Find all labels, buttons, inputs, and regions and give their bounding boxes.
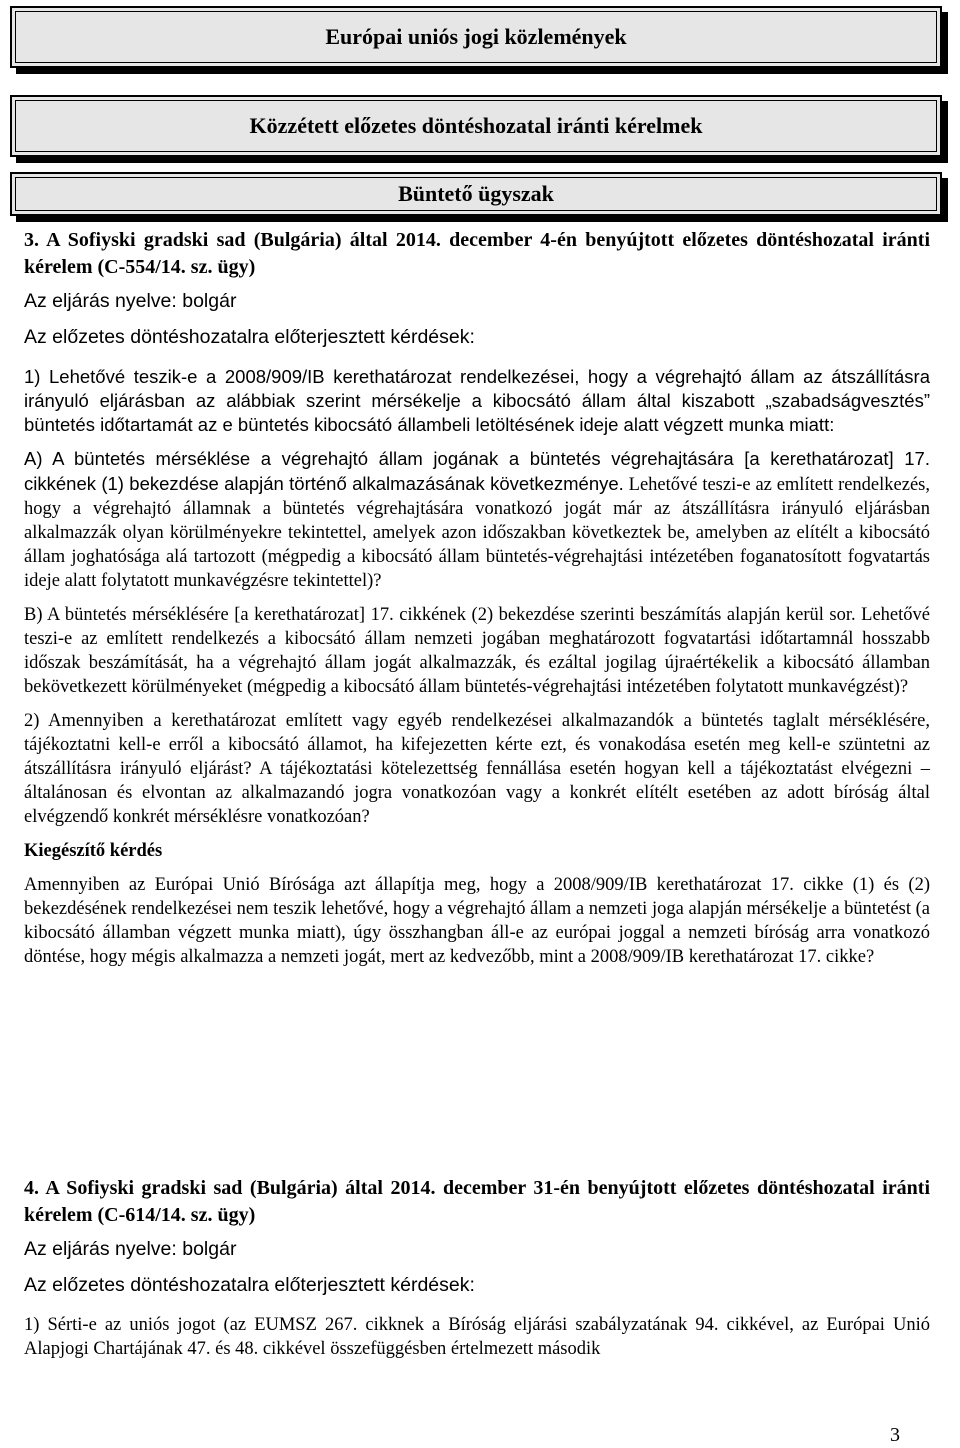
- case-3-question-a-part-1: A) A büntetés mérséklése a végrehajtó állam jogának a büntetés végrehajtására [a kerethatározat] 17. cikkének (1) bekezdése alapján történő alkalmazásának következménye.: [24, 448, 930, 494]
- case-3-question-a: [24, 447, 930, 593]
- section-title: Közzétett előzetes döntéshozatal iránti kérelmek: [249, 113, 703, 138]
- case-3-supplementary-heading: Kiegészítő kérdés: [24, 841, 163, 861]
- page-number: 3: [890, 1424, 900, 1446]
- case-4-questions-heading: Az előzetes döntéshozatalra előterjesztett kérdések:: [24, 1274, 475, 1296]
- case-3-supplementary-question: Amennyiben az Európai Unió Bírósága azt állapítja meg, hogy a 2008/909/IB kerethatározat 17. cikke (1) és (2) bekezdésének rendelkezései nem teszik lehetővé, hogy a végrehajtó állam a nemzeti joga alapján mérsékelje a büntetést (a kibocsátó államban végzett munka miatt), úgy összhangban áll-e az európai joggal a nemzeti bíróság arra vonatkozó döntése, hogy mégis alkalmazza a nemzeti jogát, mert az kedvezőbb, mint a 2008/909/IB kerethatározat 17. cikke?: [24, 875, 930, 967]
- case-3-questions-heading: Az előzetes döntéshozatalra előterjesztett kérdések:: [24, 326, 475, 348]
- case-4-section: [24, 1175, 930, 1361]
- case-4-question-1: 1) Sérti-e az uniós jogot (az EUMSZ 267. cikknek a Bíróság eljárási szabályzatának 94. cikkével, az Európai Unió Alapjogi Chartájának 47. és 48. cikkével összefüggésben értelmezett második: [24, 1315, 930, 1359]
- journal-title-box: [10, 6, 942, 68]
- section-title-box: [10, 95, 942, 157]
- case-3-section: [24, 227, 930, 969]
- subsection-title: Büntető ügyszak: [398, 181, 554, 206]
- case-3-language: Az eljárás nyelve: bolgár: [24, 290, 237, 312]
- case-3-question-a-part-2: Lehetővé teszi-e az említett rendelkezés, hogy a végrehajtó államnak a büntetés végrehajtására vonatkozó jogát már az átszállításra irányuló eljárásban alkalmazzák olyan körülményekre tekintettel, amelyek azon időszakban következtek be, amelyben az elítélt a kibocsátó állam joghatósága alá tartozott (mégpedig a kibocsátó állam büntetés-végrehajtási intézetében foganatosított fogvatartás ideje alatt folytatott munkavégzésre tekintettel)?: [24, 475, 930, 591]
- case-3-question-1: 1) Lehetővé teszik-e a 2008/909/IB kerethatározat rendelkezései, hogy a végrehajtó állam az átszállításra irányuló eljárásban az alábbiak szerint mérsékelje a kibocsátó állam által kiszabott „szabadságvesztés” büntetés időtartamát az e büntetés kibocsátó állambeli letöltésének ideje alatt végzett munka miatt:: [24, 366, 930, 435]
- case-3-question-b: B) A büntetés mérséklésére [a kerethatározat] 17. cikkének (2) bekezdése szerinti beszámítás alapján kerül sor. Lehetővé teszi-e az említett rendelkezés a kibocsátó állam nemzeti jogában meghatározott fogvatartási időtartamnál hosszabb időszak beszámítását, ha a végrehajtó állam jogát alkalmazzák, és ezáltal jogilag újraértékelik a kibocsátó államban bekövetkezett körülményeket (mégpedig a kibocsátó állam büntetés-végrehajtási intézetében folytatott munkavégzést)?: [24, 605, 930, 697]
- case-3-title: 3. A Sofiyski gradski sad (Bulgária) által 2014. december 4-én benyújtott előzetes döntéshozatal iránti kérelem (C-554/14. sz. ügy): [24, 229, 930, 278]
- journal-title: Európai uniós jogi közlemények: [325, 24, 627, 49]
- case-4-title: 4. A Sofiyski gradski sad (Bulgária) által 2014. december 31-én benyújtott előzetes döntéshozatal iránti kérelem (C-614/14. sz. ügy): [24, 1177, 930, 1226]
- case-3-question-2: 2) Amennyiben a kerethatározat említett vagy egyéb rendelkezései alkalmazandók a büntetés taglalt mérséklésére, tájékoztatni kell-e erről a kibocsátó államot, ha kifejezetten kérte ezt, és vonakodása esetén meg kell-e szüntetni az átszállításra irányuló eljárást? A tájékoztatási kötelezettség fennállása esetén hogyan kell a tájékoztatást elvégezni – általánosan és elvontan az alkalmazandó jogra vonatkozóan vagy a konkrét elítélt esetében az adott bíróság által elvégzendő konkrét mérséklésre vonatkozóan?: [24, 711, 930, 827]
- subsection-title-box: [10, 172, 942, 216]
- case-4-language: Az eljárás nyelve: bolgár: [24, 1238, 237, 1260]
